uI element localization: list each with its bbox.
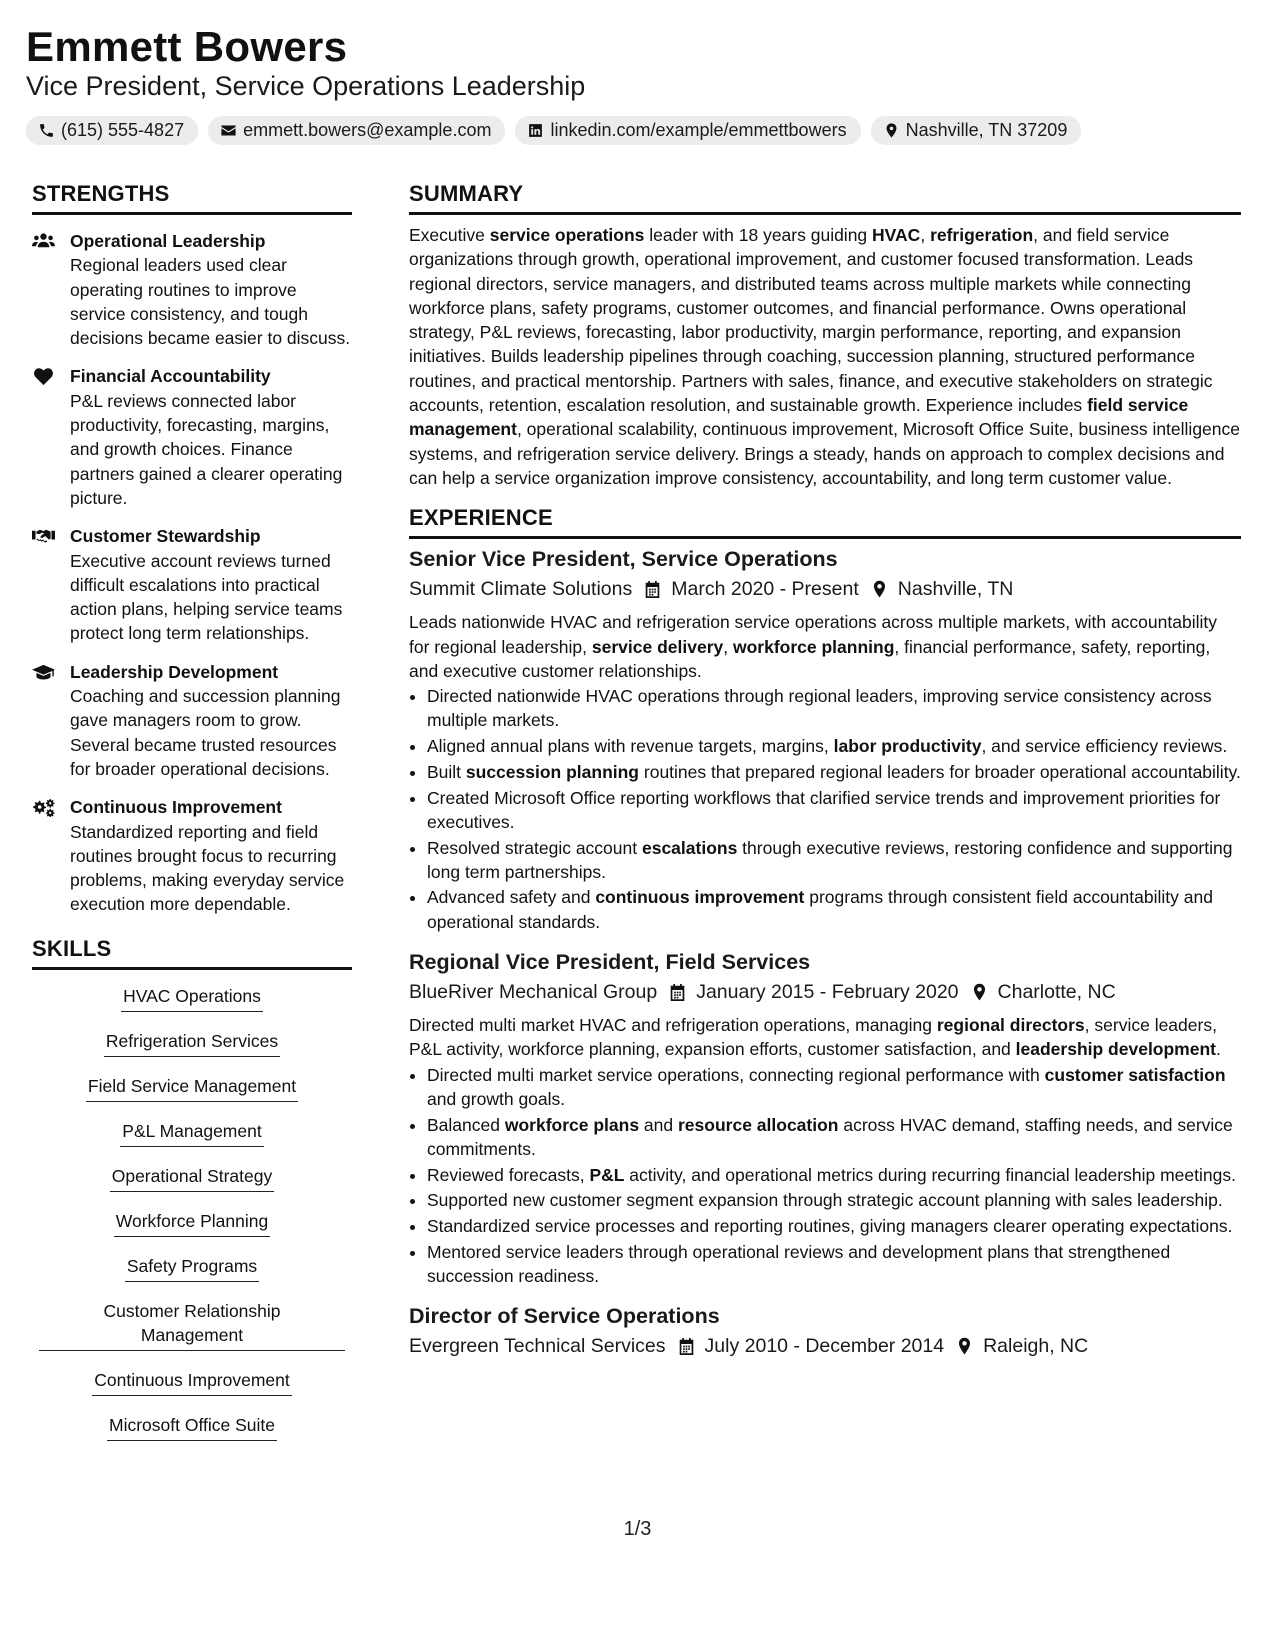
bullet-item — [427, 760, 1241, 784]
skill-tag: HVAC Operations — [121, 984, 263, 1012]
bullet-item — [427, 1163, 1241, 1187]
skill-tag: Continuous Improvement — [92, 1368, 292, 1396]
text-run: Supported new customer segment expansion through strategic account planning with sales leadership. — [427, 1190, 1223, 1211]
job-entry — [409, 545, 1241, 934]
emphasis-text: continuous improvement — [595, 887, 805, 908]
linkedin-icon — [527, 122, 544, 139]
text-run: Directed multi market service operations, connecting regional performance with — [427, 1064, 1045, 1085]
bullet-item — [427, 1240, 1241, 1289]
job-description — [409, 1013, 1241, 1062]
strength-title: Leadership Development — [70, 661, 279, 682]
bullet-item — [427, 1113, 1241, 1162]
job-dates: March 2020 - Present — [671, 578, 859, 601]
emphasis-text: field service management — [409, 395, 1189, 440]
page-number: 1/3 — [623, 1518, 652, 1540]
skill-tag: P&L Management — [120, 1119, 263, 1147]
job-meta — [409, 575, 1241, 603]
text-run: Directed nationwide HVAC operations through regional leaders, improving service consistency across multiple markets. — [427, 686, 1212, 731]
text-run: , operational scalability, continuous improvement, Microsoft Office Suite, business intelligence systems, and refrigeration service delivery. Brings a steady, hands on approach to complex decisions and can help a service organization improve consistency, accountability, and long term customer value. — [409, 419, 1240, 488]
emphasis-text: resource allocation — [678, 1114, 839, 1135]
skill-tag: Refrigeration Services — [104, 1029, 280, 1057]
calendar-icon — [678, 1337, 695, 1356]
text-run: Reviewed forecasts, — [427, 1164, 590, 1185]
job-location: Charlotte, NC — [997, 981, 1116, 1004]
text-run: , and service efficiency reviews. — [981, 736, 1228, 757]
text-run: Mentored service leaders through operational reviews and development plans that strengthened succession readiness. — [427, 1241, 1171, 1286]
strength-title: Financial Accountability — [70, 366, 271, 387]
skill-tag: Workforce Planning — [114, 1209, 270, 1237]
emphasis-text: service operations — [489, 225, 645, 245]
skill-tag: Operational Strategy — [110, 1164, 275, 1192]
strength-title: Customer Stewardship — [70, 526, 261, 547]
text-run: Advanced safety and — [427, 887, 596, 908]
emphasis-text: HVAC — [872, 225, 921, 245]
emphasis-text: workforce plans — [504, 1114, 640, 1135]
text-run: , service leaders, P&L activity, workforce planning, expansion efforts, customer satisfaction, and — [409, 1015, 1217, 1060]
emphasis-text: customer satisfaction — [1044, 1064, 1226, 1085]
job-title: Director of Service Operations — [409, 1304, 720, 1329]
summary-heading: SUMMARY — [409, 180, 1241, 215]
job-dates: January 2015 - February 2020 — [696, 981, 959, 1004]
skill-tag: Safety Programs — [125, 1254, 259, 1282]
map-pin-icon — [971, 983, 988, 1002]
job-meta — [409, 1332, 1241, 1360]
job-bullets — [409, 684, 1241, 934]
handshake-icon — [32, 526, 55, 546]
resume-header — [26, 22, 1245, 145]
job-entry — [409, 948, 1241, 1288]
contact-email-text: emmett.bowers@example.com — [243, 120, 492, 140]
text-run: across HVAC demand, staffing needs, and service commitments. — [427, 1114, 1233, 1159]
bullet-item — [427, 1214, 1241, 1238]
text-run: Standardized service processes and reporting routines, giving managers clearer operating expectations. — [427, 1216, 1233, 1237]
skill-tag: Customer Relationship Management — [39, 1299, 345, 1351]
skills-list — [32, 984, 352, 1458]
left-column — [32, 180, 352, 1458]
text-run: , and field service organizations through growth, operational improvement, and customer focused transformation. Leads regional directors, service managers, and distributed teams across multiple markets while connecting workforce plans, safety programs, customer outcomes, and financial performance. Owns operational strategy, P&L reviews, forecasting, labor productivity, margin performance, reporting, and expansion initiatives. Builds leadership pipelines through coaching, succession planning, structured performance routines, and practical mentorship. Partners with sales, finance, and executive stakeholders on strategic accounts, retention, escalation resolution, and sustainable growth. Experience includes — [409, 225, 1213, 416]
contact-linkedin-text: linkedin.com/example/emmettbowers — [550, 120, 847, 140]
summary-text — [409, 223, 1241, 490]
job-meta — [409, 978, 1241, 1006]
strength-text: Executive account reviews turned difficult escalations into practical action plans, helping service teams protect long term relationships. — [70, 550, 343, 644]
job-dates: July 2010 - December 2014 — [704, 1335, 945, 1358]
strength-title: Continuous Improvement — [70, 797, 282, 818]
text-run: programs through consistent field accountability and operational standards. — [427, 887, 1213, 932]
text-run: Directed multi market HVAC and refrigeration operations, managing — [409, 1015, 937, 1036]
text-run: through executive reviews, restoring confidence and supporting long term partnerships. — [427, 837, 1233, 882]
text-run: Resolved strategic account — [427, 837, 642, 858]
text-run: Leads nationwide HVAC and refrigeration service operations across multiple markets, with accountability for regional leadership, — [409, 612, 1217, 657]
graduation-cap-icon — [32, 662, 55, 682]
strength-item — [32, 229, 352, 350]
calendar-icon — [644, 580, 661, 599]
envelope-icon — [220, 122, 237, 139]
text-run: , financial performance, safety, reporting, and executive customer relationships. — [409, 636, 1211, 681]
heart-icon — [32, 366, 55, 386]
contact-location-text: Nashville, TN 37209 — [905, 120, 1068, 140]
skill-tag: Microsoft Office Suite — [107, 1413, 277, 1441]
job-company: Evergreen Technical Services — [409, 1335, 666, 1358]
job-location: Nashville, TN — [897, 578, 1014, 601]
gears-icon — [32, 797, 55, 817]
text-run: routines that prepared regional leaders for broader operational accountability. — [639, 761, 1241, 782]
job-description — [409, 610, 1241, 683]
text-run: Executive — [409, 225, 490, 245]
job-entry — [409, 1302, 1241, 1360]
strength-item — [32, 364, 352, 510]
strength-item — [32, 524, 352, 645]
skills-heading: SKILLS — [32, 935, 352, 970]
text-run: , — [723, 636, 733, 657]
experience-heading: EXPERIENCE — [409, 504, 1241, 539]
emphasis-text: labor productivity — [833, 736, 982, 757]
job-bullets — [409, 1063, 1241, 1289]
bullet-item — [427, 1188, 1241, 1212]
job-company: BlueRiver Mechanical Group — [409, 981, 658, 1004]
emphasis-text: refrigeration — [930, 225, 1034, 245]
strength-text: Coaching and succession planning gave managers room to grow. Several became trusted resources for broader operational decisions. — [70, 686, 341, 779]
text-run: leader with 18 years guiding — [644, 225, 873, 245]
emphasis-text: service delivery — [591, 636, 724, 657]
text-run: Built — [427, 761, 466, 782]
contact-phone-text: (615) 555-4827 — [61, 120, 185, 140]
contact-phone[interactable] — [26, 116, 198, 145]
strength-item — [32, 660, 352, 781]
text-run: Balanced — [427, 1114, 505, 1135]
emphasis-text: workforce planning — [732, 636, 895, 657]
strengths-heading: STRENGTHS — [32, 180, 352, 215]
bullet-item — [427, 786, 1241, 835]
job-title: Regional Vice President, Field Services — [409, 950, 811, 975]
bullet-item — [427, 1063, 1241, 1112]
strength-text: P&L reviews connected labor productivity, forecasting, margins, and growth choices. Finance partners gained a clearer operating picture. — [70, 390, 343, 508]
users-icon — [32, 231, 55, 251]
job-title: Senior Vice President, Service Operations — [409, 547, 838, 572]
bullet-item — [427, 734, 1241, 758]
right-column — [409, 180, 1241, 1360]
contact-email[interactable] — [208, 116, 505, 145]
job-location: Raleigh, NC — [983, 1335, 1089, 1358]
map-pin-icon — [883, 122, 900, 139]
candidate-title: Vice President, Service Operations Leadership — [26, 71, 586, 101]
skill-tag: Field Service Management — [86, 1074, 298, 1102]
text-run: . — [1216, 1039, 1221, 1060]
bullet-item — [427, 684, 1241, 733]
contact-location — [871, 116, 1082, 145]
text-run: Aligned annual plans with revenue targets, margins, — [427, 736, 834, 757]
emphasis-text: leadership development — [1015, 1039, 1216, 1060]
text-run: , — [920, 225, 931, 245]
emphasis-text: P&L — [589, 1164, 625, 1185]
experience-list — [409, 545, 1241, 1360]
text-run: and — [639, 1114, 678, 1135]
text-run: Created Microsoft Office reporting workflows that clarified service trends and improvement priorities for executives. — [427, 787, 1221, 832]
strength-text: Standardized reporting and field routines brought focus to recurring problems, making everyday service execution more dependable. — [70, 821, 345, 915]
strength-item — [32, 795, 352, 916]
bullet-item — [427, 885, 1241, 934]
strengths-list — [32, 229, 352, 917]
map-pin-icon — [956, 1337, 973, 1356]
candidate-name: Emmett Bowers — [26, 23, 348, 70]
strength-title: Operational Leadership — [70, 231, 266, 251]
contact-bar — [26, 116, 1245, 145]
emphasis-text: succession planning — [465, 761, 640, 782]
emphasis-text: escalations — [641, 837, 738, 858]
emphasis-text: regional directors — [936, 1015, 1085, 1036]
phone-icon — [38, 122, 55, 139]
map-pin-icon — [871, 580, 888, 599]
text-run: activity, and operational metrics during recurring financial leadership meetings. — [624, 1164, 1236, 1185]
calendar-icon — [669, 983, 686, 1002]
contact-linkedin[interactable] — [515, 116, 860, 145]
bullet-item — [427, 836, 1241, 885]
job-company: Summit Climate Solutions — [409, 578, 633, 601]
text-run: and growth goals. — [427, 1088, 566, 1109]
strength-text: Regional leaders used clear operating routines to improve service consistency, and tough decisions became easier to discuss. — [70, 255, 351, 349]
